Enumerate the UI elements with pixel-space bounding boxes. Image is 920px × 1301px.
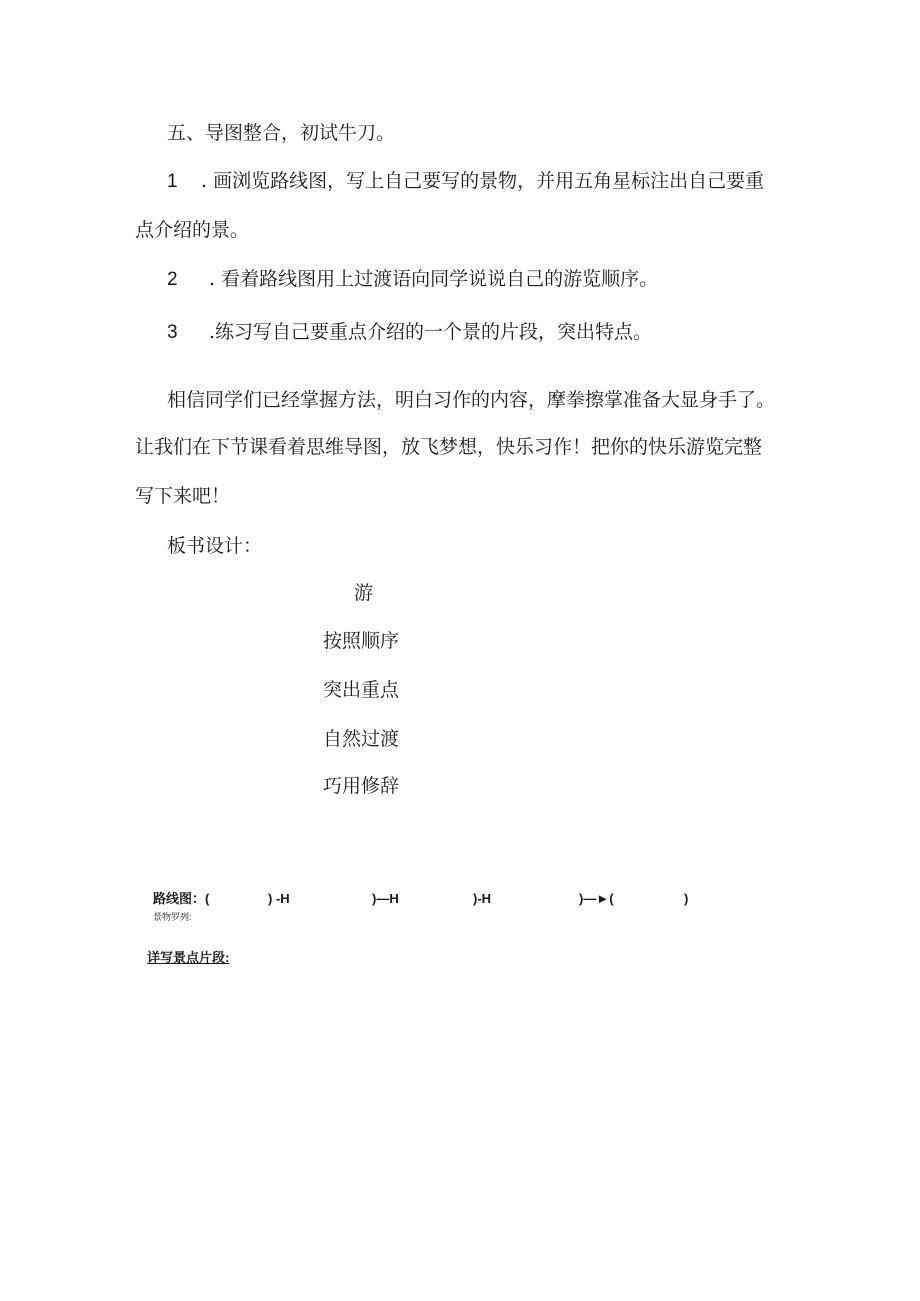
section-heading: 五、导图整合，初试牛刀。 [167,122,396,144]
detail-label: 详写景点片段: [147,950,230,965]
item-1-text: . 画浏览路线图，写上自己要写的景物，并用五角星标注出自己要重 [201,170,765,192]
closing-line-3: 写下来吧！ [135,485,231,507]
scenery-label: 景物罗列: [153,912,192,922]
item-1-number: 1 [167,171,178,192]
board-point: 自然过渡 [323,728,400,750]
route-segment: )-H [473,891,492,906]
item-1-line-1 [167,172,764,191]
route-segment: )—H [372,891,399,906]
item-3 [167,323,652,342]
board-point: 巧用修辞 [323,775,400,797]
item-1-line-2: 点介绍的景。 [135,219,250,241]
item-2-number: 2 [167,269,178,290]
route-segment: ) -H [268,891,290,906]
board-center: 游 [354,582,374,604]
closing-line-1: 相信同学们已经掌握方法，明白习作的内容，摩拳擦掌准备大显身手了。 [167,389,776,411]
closing-line-2: 让我们在下节课看着思维导图，放飞梦想，快乐习作！把你的快乐游览完整 [135,436,763,458]
item-3-text: .练习写自己要重点介绍的一个景的片段，突出特点。 [209,321,653,343]
route-label: 路线图：( [153,891,210,906]
route-segment: )—►( [579,891,614,906]
board-point: 按照顺序 [323,630,400,652]
item-3-number: 3 [167,322,178,343]
route-segment: ) [684,891,689,906]
board-title: 板书设计： [167,535,263,557]
item-2-text: . 看着路线图用上过渡语向同学说说自己的游览顺序。 [209,268,659,290]
item-2 [167,270,658,289]
board-point: 突出重点 [323,679,400,701]
